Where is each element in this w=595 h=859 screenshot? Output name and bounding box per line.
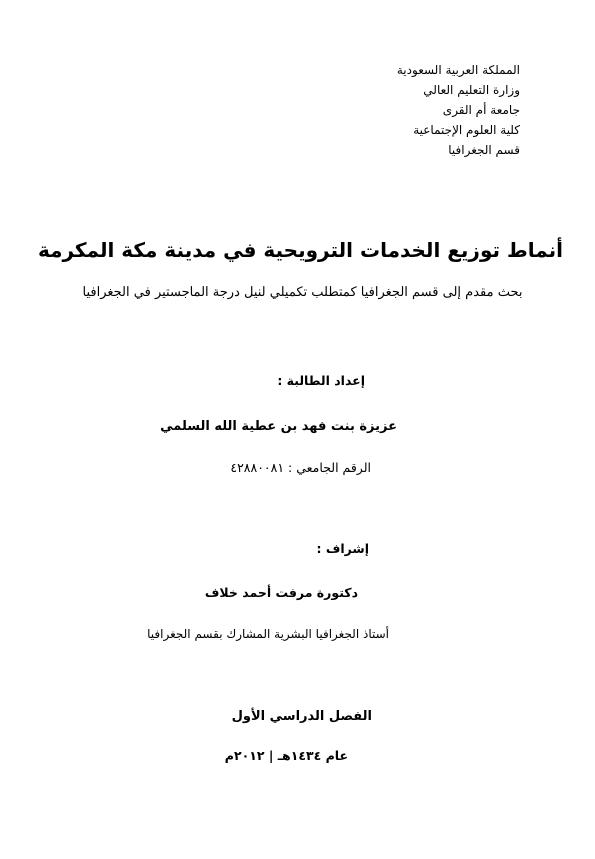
supervision-label: إشراف : [316, 541, 369, 556]
student-id: الرقم الجامعي : ٤٢٨٨٠٠٨١ [230, 460, 371, 475]
header-line-university: جامعة أم القرى [442, 103, 520, 117]
header-line-college: كلية العلوم الإجتماعية [413, 123, 520, 137]
academic-year: عام ١٤٣٤هـ | ٢٠١٢م [224, 748, 348, 763]
header-line-department: قسم الجغرافيا [448, 143, 520, 157]
semester: الفصل الدراسي الأول [231, 709, 372, 724]
header-line-ministry: وزارة التعليم العالي [423, 83, 520, 97]
header-line-country: المملكة العربية السعودية [396, 63, 520, 77]
prepared-by-label: إعداد الطالبة : [277, 373, 365, 388]
student-name: عزيزة بنت فهد بن عطية الله السلمي [160, 419, 397, 434]
institution-header [397, 60, 520, 160]
supervisor-title: أستاذ الجغرافيا البشرية المشارك بقسم الجغرافيا [147, 627, 389, 641]
thesis-subtitle: بحث مقدم إلى قسم الجغرافيا كمتطلب تكميلي لنيل درجة الماجستير في الجغرافيا [82, 285, 523, 300]
thesis-title: أنماط توزيع الخدمات الترويحية في مدينة مكة المكرمة [37, 238, 564, 262]
supervisor-name: دكتورة مرفت أحمد خلاف [204, 585, 358, 600]
